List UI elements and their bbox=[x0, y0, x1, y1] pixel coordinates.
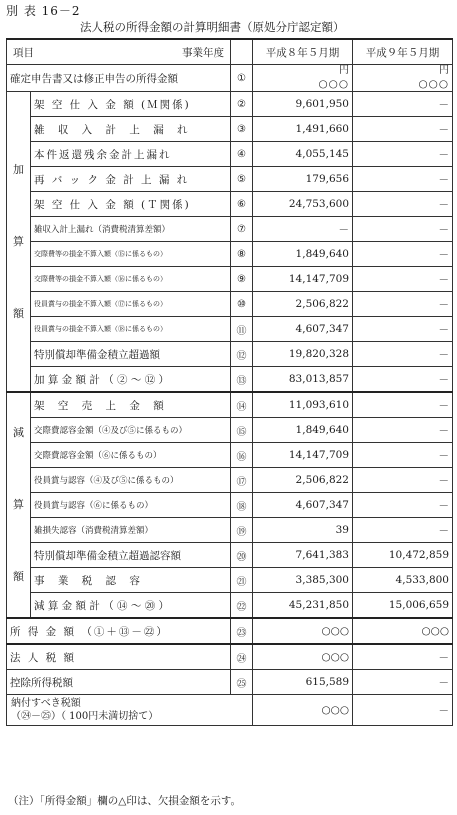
value-col1: 4,055,145 bbox=[253, 142, 353, 167]
row-number: ⑳ bbox=[231, 543, 253, 568]
row-number: ③ bbox=[231, 117, 253, 142]
value-col1: 1,491,660 bbox=[253, 117, 353, 142]
row-label: 交際費等の損金不算入額（⑮に係るもの） bbox=[31, 242, 231, 267]
item-header-label: 項目 bbox=[13, 47, 34, 59]
value-col2: － bbox=[353, 670, 453, 695]
row-label: 所 得 金 額 （①＋⑬－㉒） bbox=[7, 618, 231, 644]
value-col1: 2,506,822 bbox=[253, 468, 353, 493]
row-number: ⑯ bbox=[231, 443, 253, 468]
row-label: 減 算 金 額 計 （ ⑭ ～ ⑳ ） bbox=[31, 593, 231, 619]
value-col1: 4,607,347 bbox=[253, 493, 353, 518]
row-label: 本件返還残余金計上漏れ bbox=[31, 142, 231, 167]
row-number: ⑤ bbox=[231, 167, 253, 192]
row-number: ⑫ bbox=[231, 342, 253, 367]
value-col2: － bbox=[353, 167, 453, 192]
value-col1: 19,820,328 bbox=[253, 342, 353, 367]
row-number: ㉑ bbox=[231, 568, 253, 593]
tax-payable-label: 納付すべき税額 （㉔－㉕）（ 100円未満切捨て） bbox=[7, 695, 253, 726]
table-row bbox=[7, 468, 453, 493]
document-heading bbox=[6, 2, 451, 36]
value-col2: － bbox=[353, 217, 453, 242]
row-label: 再 バ ッ ク 金 計 上 漏 れ bbox=[31, 167, 231, 192]
value-col1: ○○○ bbox=[253, 644, 353, 670]
value-col1: 7,641,383 bbox=[253, 543, 353, 568]
row-number: ⑧ bbox=[231, 242, 253, 267]
row-label: 役員賞与の損金不算入額（⑱に係るもの） bbox=[31, 317, 231, 342]
table-row bbox=[7, 392, 453, 418]
corporate-tax-row bbox=[7, 644, 453, 670]
row-label: 特別償却準備金積立超過認容額 bbox=[31, 543, 231, 568]
header-row bbox=[7, 39, 453, 65]
header-no-cell bbox=[231, 39, 253, 65]
value-col2: 15,006,659 bbox=[353, 593, 453, 619]
table-row bbox=[7, 342, 453, 367]
value-col2: － bbox=[353, 367, 453, 393]
row-number: ⑱ bbox=[231, 493, 253, 518]
table-row bbox=[7, 217, 453, 242]
row-number: ⑥ bbox=[231, 192, 253, 217]
additions-group-label: 加 算 額 bbox=[7, 92, 31, 393]
subtractions-group-label: 減 算 額 bbox=[7, 392, 31, 618]
row-label: 交際費認容金額（⑥に係るもの） bbox=[31, 443, 231, 468]
value-col2: － bbox=[353, 518, 453, 543]
row-label: 役員賞与認容（⑥に係るもの） bbox=[31, 493, 231, 518]
col1-header: 平成８年５月期 bbox=[253, 39, 353, 65]
value-col2: － bbox=[353, 418, 453, 443]
value-col2: ○○○ bbox=[353, 618, 453, 644]
value-col1: ○○○ bbox=[253, 618, 353, 644]
table-row bbox=[7, 518, 453, 543]
table-row bbox=[7, 167, 453, 192]
row-number: ② bbox=[231, 92, 253, 117]
tax-payable-row bbox=[7, 695, 453, 726]
table-row bbox=[7, 593, 453, 619]
value-col1: 615,589 bbox=[253, 670, 353, 695]
table-row bbox=[7, 292, 453, 317]
row-label: 架 空 仕 入 金 額 (Ｍ関係) bbox=[31, 92, 231, 117]
masked-value: ○○○ bbox=[318, 78, 349, 90]
value-col1: 4,607,347 bbox=[253, 317, 353, 342]
row-label: 加 算 金 額 計 （ ② ～ ⑫ ） bbox=[31, 367, 231, 393]
value-col1: 2,506,822 bbox=[253, 292, 353, 317]
row-number: ⑩ bbox=[231, 292, 253, 317]
reported-income-label: 確定申告書又は修正申告の所得金額 bbox=[7, 65, 231, 92]
table-row bbox=[7, 543, 453, 568]
value-col1: － bbox=[253, 217, 353, 242]
table-row bbox=[7, 117, 453, 142]
reported-income-col2 bbox=[353, 65, 453, 92]
table-row bbox=[7, 192, 453, 217]
value-col2: － bbox=[353, 192, 453, 217]
row-number: ⑭ bbox=[231, 392, 253, 418]
value-col2: － bbox=[353, 117, 453, 142]
table-row bbox=[7, 267, 453, 292]
row-label: 架 空 仕 入 金 額 (Ｔ関係) bbox=[31, 192, 231, 217]
value-col2: － bbox=[353, 242, 453, 267]
row-number: ㉒ bbox=[231, 593, 253, 619]
row-number: ⑲ bbox=[231, 518, 253, 543]
value-col1: 9,601,950 bbox=[253, 92, 353, 117]
col2-header: 平成９年５月期 bbox=[353, 39, 453, 65]
value-col2: － bbox=[353, 695, 453, 726]
value-col2: － bbox=[353, 267, 453, 292]
value-col1: 24,753,600 bbox=[253, 192, 353, 217]
document-title: 法人税の所得金額の計算明細書（原処分庁認定額） bbox=[80, 20, 345, 34]
table-row bbox=[7, 367, 453, 393]
row-number: ㉓ bbox=[231, 618, 253, 644]
row-number: ⑰ bbox=[231, 468, 253, 493]
footnote: （注）「所得金額」欄の△印は、欠損金額を示す。 bbox=[8, 795, 241, 807]
taxable-income-row bbox=[7, 618, 453, 644]
value-col2: － bbox=[353, 644, 453, 670]
value-col2: － bbox=[353, 142, 453, 167]
row-number: ⑬ bbox=[231, 367, 253, 393]
row-number: ㉔ bbox=[231, 644, 253, 670]
row-label: 交際費等の損金不算入額（⑯に係るもの） bbox=[31, 267, 231, 292]
row-label: 交際費認容金額（④及び⑤に係るもの） bbox=[31, 418, 231, 443]
row-number: ① bbox=[231, 65, 253, 92]
value-col1: 83,013,857 bbox=[253, 367, 353, 393]
value-col2: － bbox=[353, 342, 453, 367]
row-label: 役員賞与認容（④及び⑤に係るもの） bbox=[31, 468, 231, 493]
value-col2: － bbox=[353, 92, 453, 117]
row-number: ④ bbox=[231, 142, 253, 167]
row-label: 控除所得税額 bbox=[7, 670, 231, 695]
row-label: 事 業 税 認 容 bbox=[31, 568, 231, 593]
value-col1: 14,147,709 bbox=[253, 443, 353, 468]
row-label: 特別償却準備金積立超過額 bbox=[31, 342, 231, 367]
value-col1: 14,147,709 bbox=[253, 267, 353, 292]
value-col2: － bbox=[353, 493, 453, 518]
value-col1: 39 bbox=[253, 518, 353, 543]
value-col1: 45,231,850 bbox=[253, 593, 353, 619]
row-number: ⑦ bbox=[231, 217, 253, 242]
row-label: 法 人 税 額 bbox=[7, 644, 231, 670]
row-number: ⑮ bbox=[231, 418, 253, 443]
income-calculation-table bbox=[6, 38, 453, 726]
row-number: ⑪ bbox=[231, 317, 253, 342]
table-row bbox=[7, 242, 453, 267]
row-number: ⑨ bbox=[231, 267, 253, 292]
value-col2: － bbox=[353, 392, 453, 418]
table-row bbox=[7, 493, 453, 518]
row-label: 雑損失認容（消費税清算差額） bbox=[31, 518, 231, 543]
year-header-label: 事業年度 bbox=[182, 47, 224, 59]
appendix-label: 別 表 16－2 bbox=[6, 4, 81, 18]
reported-income-row bbox=[7, 65, 453, 92]
value-col2: 4,533,800 bbox=[353, 568, 453, 593]
table-row bbox=[7, 443, 453, 468]
table-row bbox=[7, 317, 453, 342]
value-col2: － bbox=[353, 292, 453, 317]
row-number: ㉕ bbox=[231, 670, 253, 695]
row-label: 雑 収 入 計 上 漏 れ bbox=[31, 117, 231, 142]
value-col1: 1,849,640 bbox=[253, 242, 353, 267]
yen-unit: 円 bbox=[339, 65, 349, 76]
item-year-header bbox=[7, 39, 231, 65]
table-row bbox=[7, 92, 453, 117]
row-label: 役員賞与の損金不算入額（⑰に係るもの） bbox=[31, 292, 231, 317]
table-row bbox=[7, 568, 453, 593]
yen-unit: 円 bbox=[439, 65, 449, 76]
reported-income-col1 bbox=[253, 65, 353, 92]
row-label: 雑収入計上漏れ（消費税清算差額） bbox=[31, 217, 231, 242]
value-col2: 10,472,859 bbox=[353, 543, 453, 568]
value-col1: ○○○ bbox=[253, 695, 353, 726]
value-col2: － bbox=[353, 443, 453, 468]
value-col1: 3,385,300 bbox=[253, 568, 353, 593]
table-row bbox=[7, 142, 453, 167]
value-col1: 1,849,640 bbox=[253, 418, 353, 443]
value-col2: － bbox=[353, 468, 453, 493]
value-col2: － bbox=[353, 317, 453, 342]
masked-value: ○○○ bbox=[418, 78, 449, 90]
value-col1: 11,093,610 bbox=[253, 392, 353, 418]
value-col1: 179,656 bbox=[253, 167, 353, 192]
row-label: 架 空 売 上 金 額 bbox=[31, 392, 231, 418]
table-row bbox=[7, 418, 453, 443]
withholding-tax-row bbox=[7, 670, 453, 695]
